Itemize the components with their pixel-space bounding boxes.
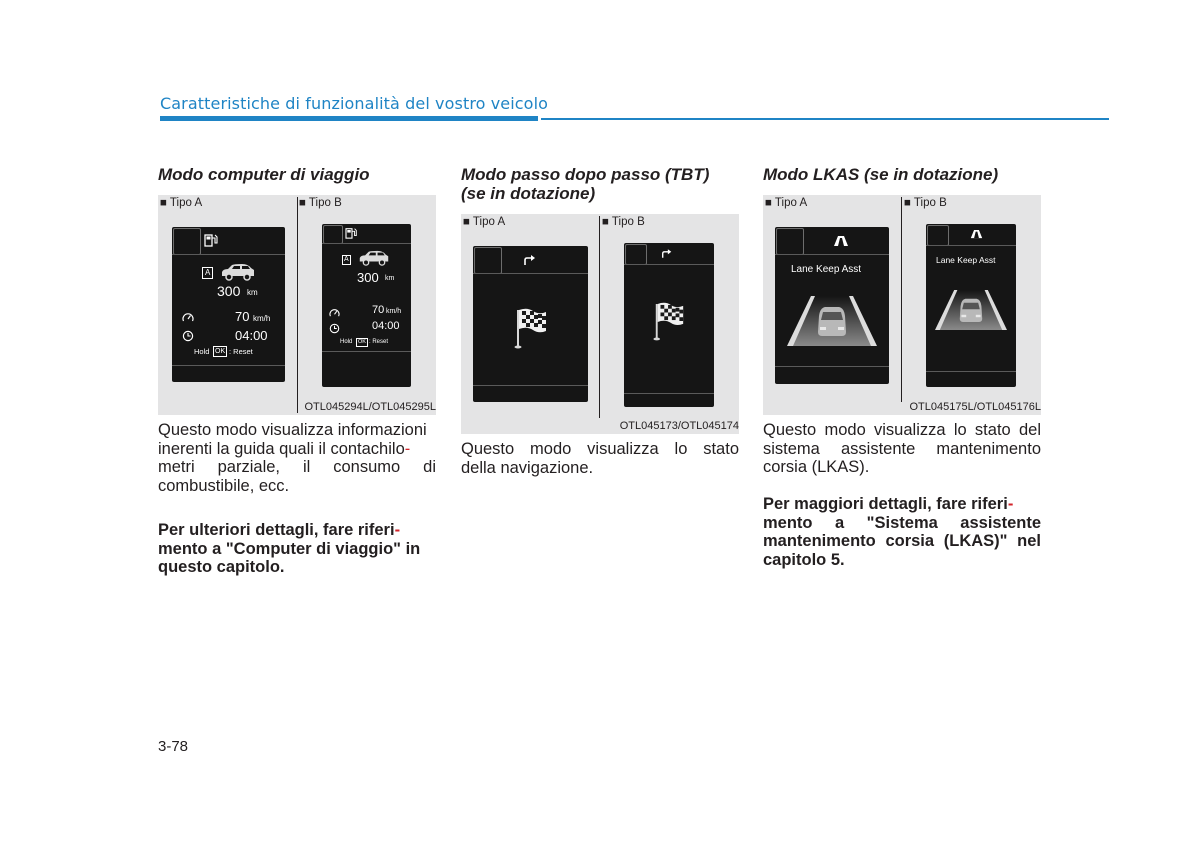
header-rule bbox=[160, 116, 538, 121]
body-line: Questo modo visualizza informazioni bbox=[158, 421, 427, 439]
note-line: mento a "Sistema assistente bbox=[763, 513, 1041, 532]
cluster-screen-a bbox=[775, 227, 889, 384]
lane-icon bbox=[833, 235, 849, 247]
checkered-flag-icon bbox=[513, 306, 549, 350]
hyphen: - bbox=[1007, 495, 1014, 513]
car-icon bbox=[220, 263, 256, 281]
figure-code: OTL045175L/OTL045176L bbox=[909, 401, 1041, 413]
section-lkas bbox=[763, 162, 1041, 569]
screen-divider bbox=[775, 254, 889, 255]
page-number: 3-78 bbox=[158, 738, 189, 755]
section-trip-computer bbox=[158, 162, 436, 576]
screen-divider bbox=[473, 273, 588, 274]
clock-icon bbox=[182, 330, 194, 342]
speed-value: 70 bbox=[372, 304, 385, 316]
section-note bbox=[158, 521, 436, 577]
cluster-screen-b bbox=[624, 243, 714, 407]
reset-label: : Reset bbox=[229, 347, 253, 356]
note-line: Per ulteriori dettagli, fare riferi- bbox=[158, 521, 401, 539]
cluster-screen-a bbox=[473, 246, 588, 402]
reset-label: : Reset bbox=[369, 339, 389, 345]
distance-value: 300 bbox=[217, 283, 241, 299]
screen-divider bbox=[473, 385, 588, 386]
screen-divider bbox=[322, 351, 411, 352]
figure-label-type-b: ■ Tipo B bbox=[904, 197, 947, 209]
screen-corner-box bbox=[323, 225, 343, 244]
cluster-screen-b bbox=[926, 224, 1016, 387]
cluster-screen-a bbox=[172, 227, 285, 382]
fuel-pump-icon bbox=[204, 233, 220, 247]
mode-badge: A bbox=[344, 256, 349, 263]
note-line: mantenimento corsia (LKAS)" nel bbox=[763, 532, 1041, 550]
screen-divider bbox=[624, 264, 714, 265]
note-line: questo capitolo. bbox=[158, 558, 285, 576]
screen-corner-box bbox=[625, 244, 647, 265]
car-on-lane-icon bbox=[787, 294, 877, 348]
hold-label: Hold bbox=[340, 339, 353, 345]
figure-label-type-a: ■ Tipo A bbox=[765, 197, 808, 209]
screen-divider bbox=[775, 366, 889, 367]
screen-corner-box bbox=[776, 228, 804, 255]
section-turn-by-turn bbox=[461, 162, 739, 477]
body-line: metri parziale, il consumo di bbox=[158, 458, 436, 476]
figure-divider bbox=[297, 197, 298, 413]
figure-label-type-b: ■ Tipo B bbox=[602, 216, 645, 228]
figure-label-type-a: ■ Tipo A bbox=[463, 216, 506, 228]
time-value: 04:00 bbox=[372, 320, 400, 332]
screen-divider bbox=[926, 371, 1016, 372]
body-line: corsia (LKAS). bbox=[763, 458, 870, 476]
page-header-title: Caratteristiche di funzionalità del vostro veicolo bbox=[160, 94, 549, 113]
screen-corner-box bbox=[474, 247, 502, 274]
distance-unit: km bbox=[247, 288, 258, 297]
lane-icon bbox=[970, 229, 983, 239]
fuel-pump-icon bbox=[345, 227, 359, 239]
screen-divider bbox=[624, 393, 714, 394]
section-body bbox=[158, 421, 436, 495]
section-title: Modo passo dopo passo (TBT) (se in dotazione) bbox=[461, 165, 710, 203]
screen-corner-box bbox=[173, 228, 201, 255]
car-icon bbox=[358, 250, 390, 266]
hyphen: - bbox=[404, 439, 411, 458]
section-title: Modo LKAS (se in dotazione) bbox=[763, 165, 999, 184]
figure-label-type-a: ■ Tipo A bbox=[160, 197, 203, 209]
speed-value: 70 bbox=[235, 309, 250, 324]
figure-divider bbox=[901, 197, 902, 402]
clock-icon bbox=[329, 323, 340, 334]
figure-lkas bbox=[763, 195, 1041, 415]
section-note bbox=[763, 495, 1041, 569]
screen-divider bbox=[926, 245, 1016, 246]
speedometer-icon bbox=[329, 308, 340, 318]
body-line: Questo modo visualizza lo stato bbox=[461, 440, 739, 458]
section-body bbox=[461, 440, 739, 477]
figure-code: OTL045173/OTL045174 bbox=[619, 420, 739, 432]
figure-trip-computer bbox=[158, 195, 436, 415]
checkered-flag-icon bbox=[652, 299, 686, 343]
section-body bbox=[763, 421, 1041, 477]
body-line: inerenti la guida quali il contachilo- bbox=[158, 439, 411, 458]
cluster-screen-b bbox=[322, 224, 411, 387]
body-line: della navigazione. bbox=[461, 458, 594, 477]
distance-value: 300 bbox=[357, 270, 379, 285]
body-line: combustibile, ecc. bbox=[158, 476, 290, 495]
section-title: Modo computer di viaggio bbox=[158, 165, 370, 184]
turn-right-arrow-icon bbox=[661, 248, 673, 259]
note-line: mento a "Computer di viaggio" in bbox=[158, 539, 421, 558]
hyphen: - bbox=[394, 521, 401, 539]
ok-key: OK bbox=[215, 348, 226, 355]
figure-turn-by-turn bbox=[461, 214, 739, 434]
lkas-label: Lane Keep Asst bbox=[936, 255, 996, 265]
ok-key: OK bbox=[358, 339, 366, 345]
speed-unit: km/h bbox=[253, 314, 271, 323]
distance-unit: km bbox=[385, 275, 395, 282]
car-on-lane-icon bbox=[935, 286, 1007, 334]
note-line: capitolo 5. bbox=[763, 550, 845, 569]
time-value: 04:00 bbox=[235, 328, 268, 343]
screen-divider bbox=[322, 243, 411, 244]
turn-right-arrow-icon bbox=[523, 254, 537, 266]
speedometer-icon bbox=[182, 312, 194, 323]
figure-code: OTL045294L/OTL045295L bbox=[304, 401, 436, 413]
figure-label-type-b: ■ Tipo B bbox=[299, 197, 342, 209]
body-line: Questo modo visualizza lo stato del bbox=[763, 421, 1041, 439]
screen-corner-box bbox=[927, 225, 949, 246]
speed-unit: km/h bbox=[386, 308, 402, 315]
body-line: sistema assistente mantenimento bbox=[763, 439, 1041, 458]
header-rule-thin bbox=[541, 118, 1109, 120]
figure-divider bbox=[599, 216, 600, 418]
screen-divider bbox=[172, 254, 285, 255]
hold-label: Hold bbox=[194, 347, 210, 356]
screen-divider bbox=[172, 365, 285, 366]
mode-badge: A bbox=[202, 267, 213, 279]
note-line: Per maggiori dettagli, fare riferi- bbox=[763, 495, 1014, 513]
lkas-label: Lane Keep Asst bbox=[791, 264, 862, 275]
